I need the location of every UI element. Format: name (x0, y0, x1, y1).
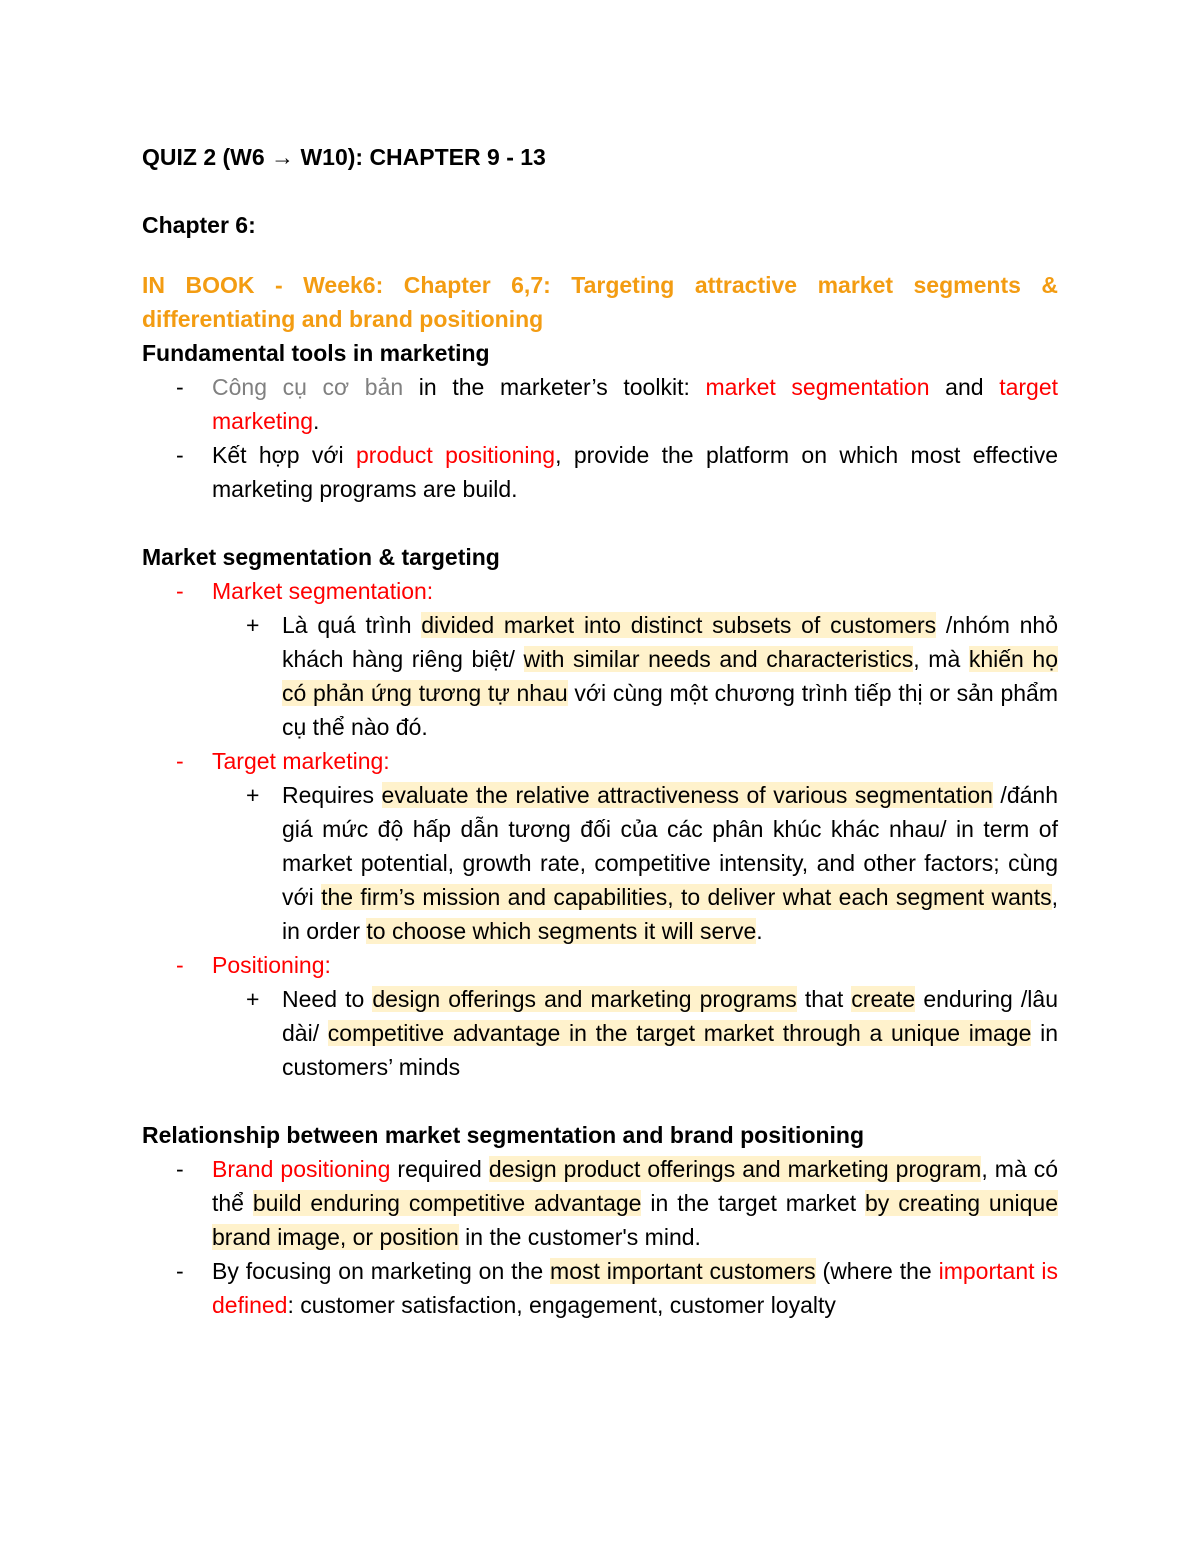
text-run: , mà (913, 646, 969, 672)
fundamental-tools-list (142, 370, 1058, 506)
item-label: Market segmentation: (212, 578, 434, 604)
highlighted-text: most important customers (550, 1258, 816, 1284)
text-run: in the marketer’s toolkit: (403, 374, 706, 400)
text-run: Brand positioning (212, 1156, 391, 1182)
text-run: Công cụ cơ bản (212, 374, 404, 400)
text-run: , mà có thể (212, 1156, 1059, 1216)
text-run: product positioning (356, 442, 556, 468)
chapter-heading: Chapter 6: (142, 212, 256, 238)
dash-bullet: - (176, 748, 184, 774)
highlighted-text: by creating unique brand image, or position (212, 1190, 1058, 1250)
dash-bullet: - (176, 442, 184, 468)
plus-bullet: + (246, 612, 260, 638)
list-item (142, 778, 1058, 948)
text-run: : customer satisfaction, engagement, customer loyalty (287, 1292, 836, 1318)
text-run: . (312, 408, 320, 434)
text-run: Requires (282, 782, 382, 808)
document-title: QUIZ 2 (W6 → W10): CHAPTER 9 - 13 (142, 144, 546, 170)
text-run: (where the (815, 1258, 939, 1284)
segmentation-targeting-list (142, 574, 1058, 1084)
text-run: /nhóm nhỏ khách hàng riêng biệt/ (282, 612, 1058, 672)
highlighted-text: to choose which segments it will serve (366, 918, 757, 944)
text-run: Kết hợp với (212, 442, 356, 468)
section-heading-fundamental-tools: Fundamental tools in marketing (142, 340, 490, 366)
dash-bullet: - (176, 578, 184, 604)
list-item (142, 438, 1058, 506)
highlighted-text: design offerings and marketing programs (372, 986, 797, 1012)
highlighted-text: khiến họ có phản ứng tương tự nhau (282, 646, 1058, 706)
list-item (142, 744, 1058, 778)
dash-bullet: - (176, 1156, 184, 1182)
text-run: that (796, 986, 852, 1012)
text-run: required (390, 1156, 489, 1182)
text-run: với cùng một chương trình tiếp thị or sản phẩm cụ thể nào đó. (282, 680, 1058, 740)
text-run: , in order (282, 884, 1058, 944)
highlighted-text: the firm’s mission and capabilities, to deliver what each segment wants (321, 884, 1052, 910)
text-run: market segmentation (705, 374, 930, 400)
highlighted-text: build enduring competitive advantage (252, 1190, 642, 1216)
in-book-heading: IN BOOK - Week6: Chapter 6,7: Targeting attractive market segments & differentiating and brand positioning (142, 272, 1058, 332)
dash-bullet: - (176, 1258, 184, 1284)
text-run: By focusing on marketing on the (212, 1258, 551, 1284)
text-run: in the customer's mind. (458, 1224, 701, 1250)
highlighted-text: create (851, 986, 916, 1012)
text-run: Là quá trình (282, 612, 422, 638)
text-run: and (929, 374, 1000, 400)
text-run: target marketing (212, 374, 1059, 434)
highlighted-text: competitive advantage in the target market through a unique image (327, 1020, 1032, 1046)
text-run: Need to (282, 986, 373, 1012)
text-run: /đánh giá mức độ hấp dẫn tương đối của các phân khúc khác nhau/ in term of market potential, growth rate, competitive intensity, and other factors; cùng với (282, 782, 1058, 910)
highlighted-text: evaluate the relative attractiveness of various segmentation (381, 782, 993, 808)
list-item (142, 1254, 1058, 1322)
list-item (142, 1152, 1058, 1254)
item-label: Positioning: (212, 952, 331, 978)
dash-bullet: - (176, 374, 184, 400)
text-run: , provide the platform on which most effective marketing programs are build. (212, 442, 1059, 502)
text-run: enduring /lâu dài/ (282, 986, 1059, 1046)
text-run: in customers’ minds (282, 1020, 1058, 1080)
highlighted-text: design product offerings and marketing program (488, 1156, 982, 1182)
item-label: Target marketing: (212, 748, 390, 774)
list-item (142, 982, 1058, 1084)
text-run: important is defined (212, 1258, 1059, 1318)
highlighted-text: divided market into distinct subsets of customers (421, 612, 937, 638)
dash-bullet: - (176, 952, 184, 978)
plus-bullet: + (246, 782, 260, 808)
section-heading-segmentation-targeting: Market segmentation & targeting (142, 544, 500, 570)
list-item (142, 608, 1058, 744)
highlighted-text: with similar needs and characteristics (523, 646, 914, 672)
relationship-list (142, 1152, 1058, 1322)
text-run: in the target market (641, 1190, 865, 1216)
text-run: . (756, 918, 763, 944)
list-item (142, 370, 1058, 438)
list-item (142, 948, 1058, 982)
plus-bullet: + (246, 986, 260, 1012)
list-item (142, 574, 1058, 608)
document-page (142, 140, 1058, 1322)
section-heading-relationship: Relationship between market segmentation and brand positioning (142, 1122, 865, 1148)
